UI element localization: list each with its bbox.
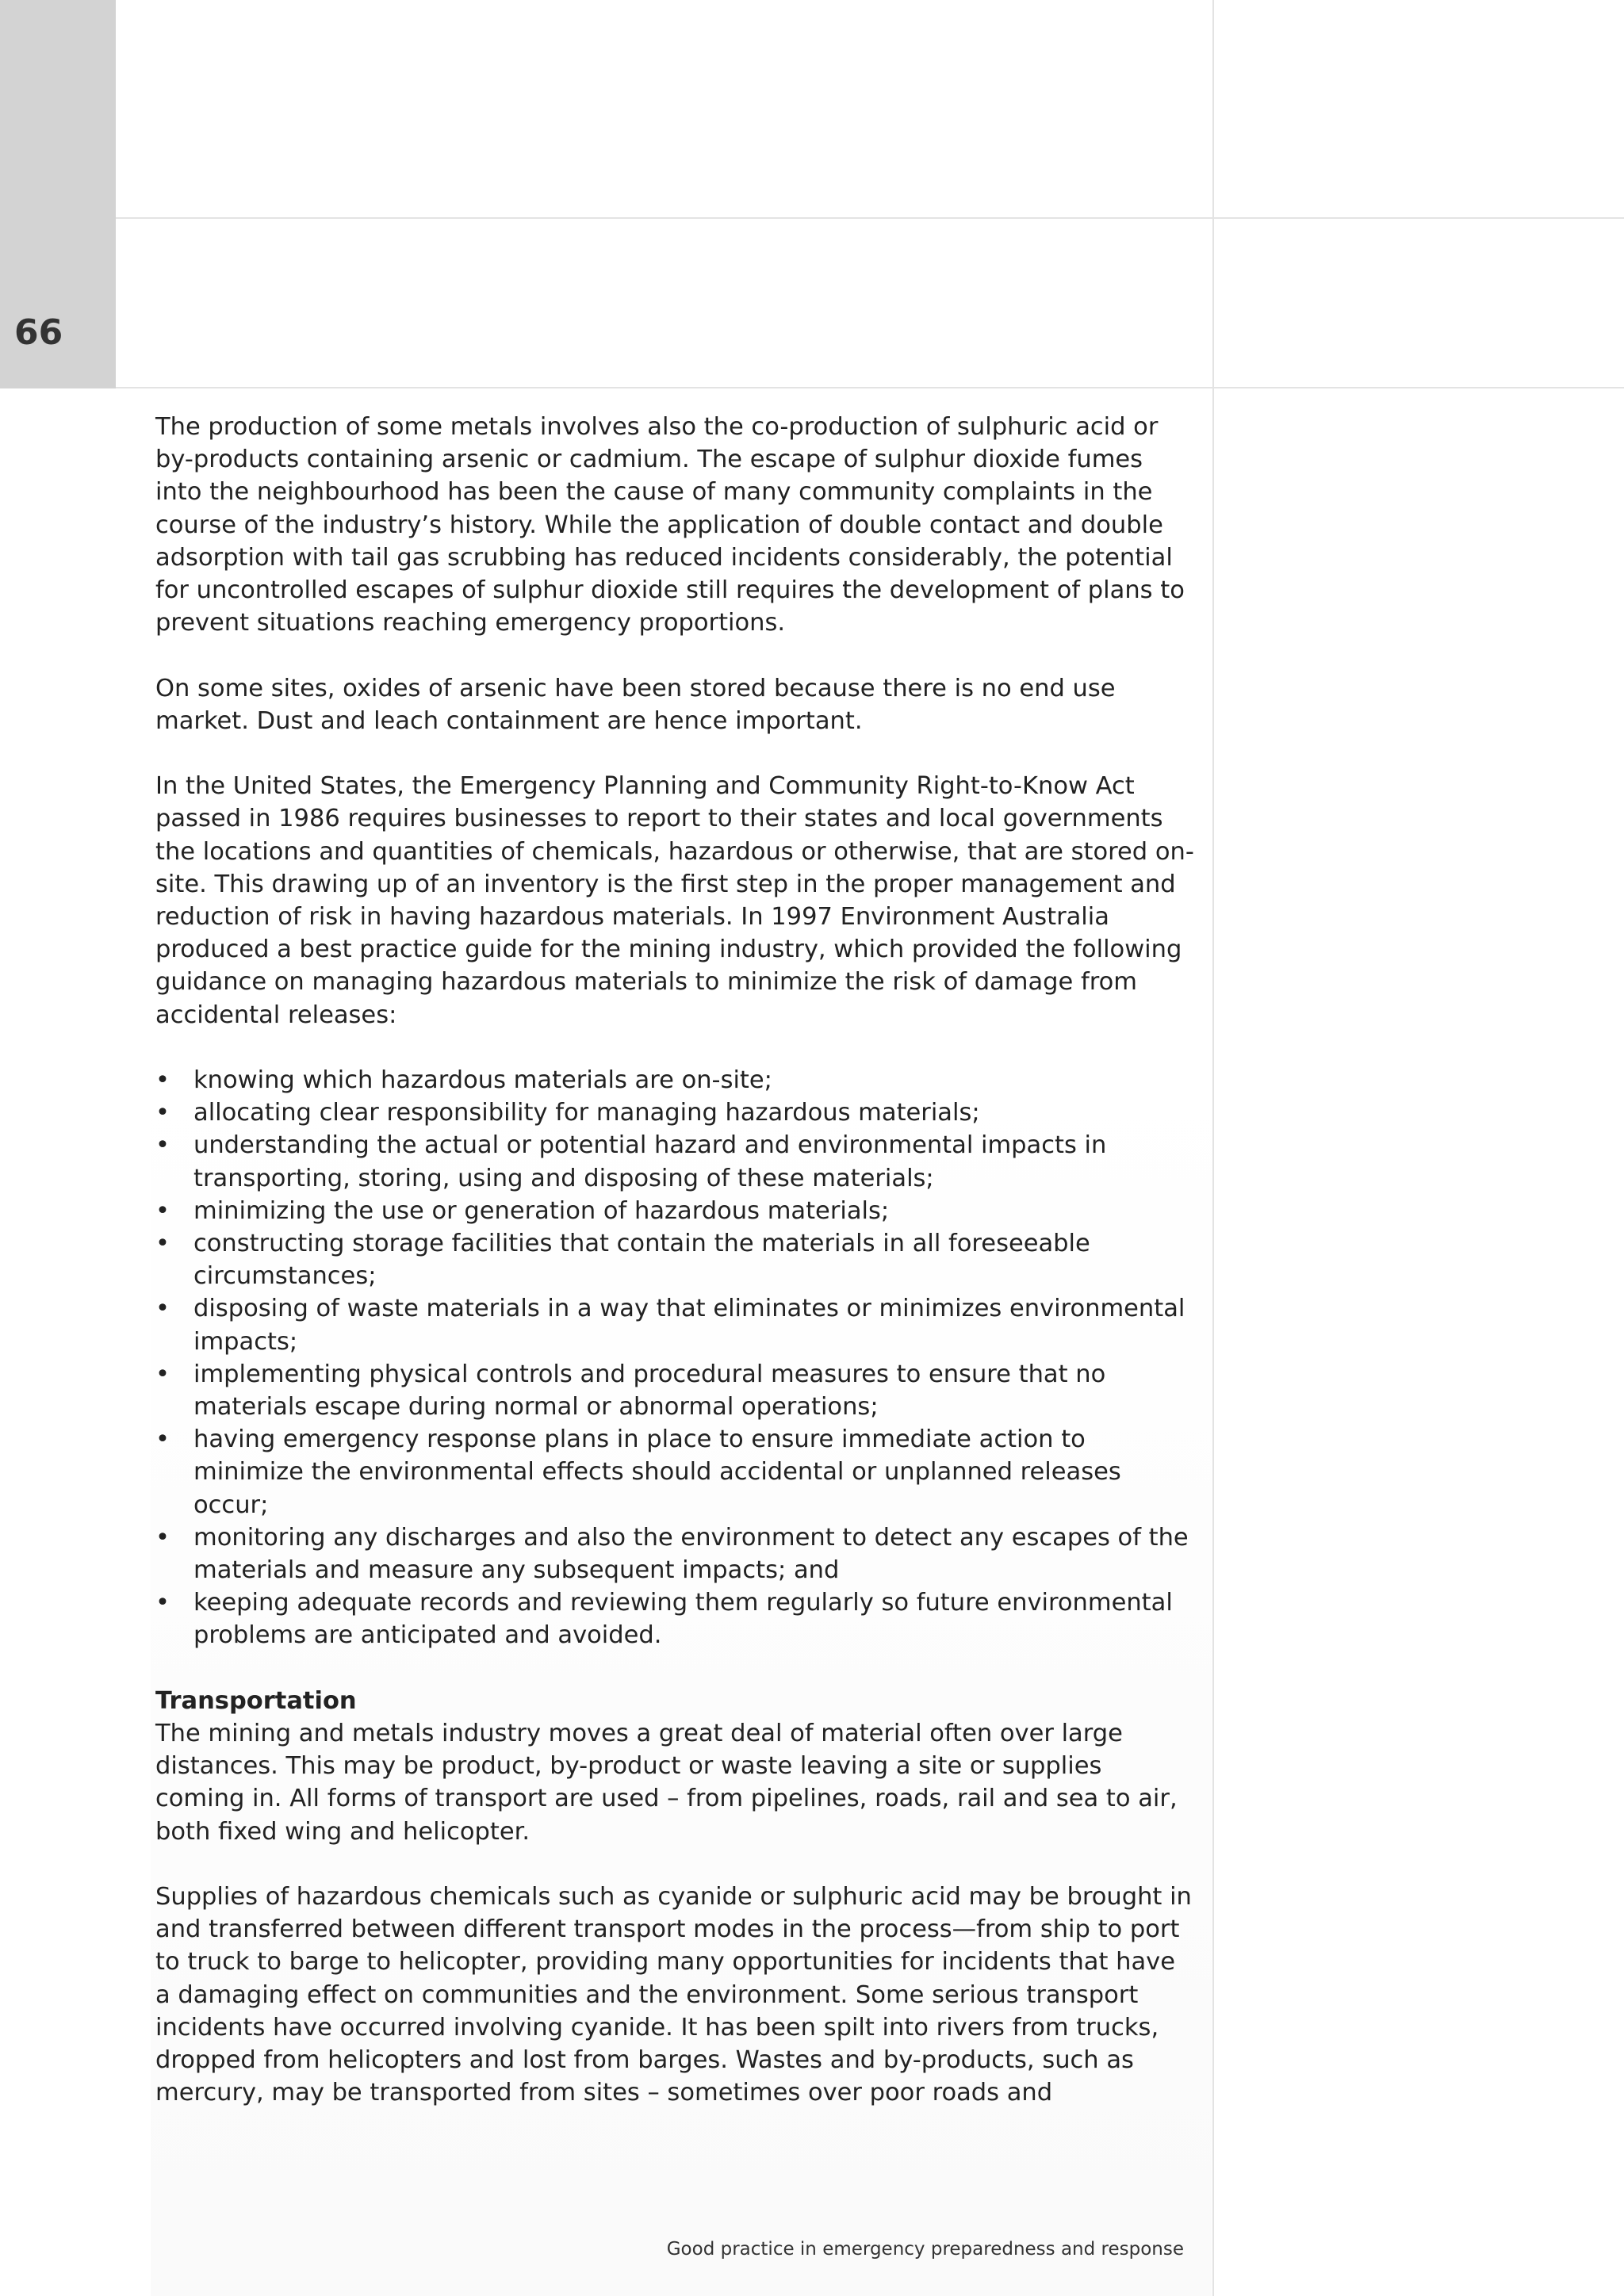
- bullet-icon: •: [155, 1196, 170, 1225]
- list-item-text: monitoring any discharges and also the environment to detect any escapes of the materials and measure any subsequent impacts; and: [193, 1523, 1189, 1585]
- list-item: [155, 1129, 1194, 1194]
- bullet-icon: •: [155, 1425, 170, 1454]
- list-item-text: disposing of waste materials in a way that eliminates or minimizes environmental impacts;: [193, 1295, 1185, 1356]
- list-item-text: minimizing the use or generation of hazardous materials;: [193, 1196, 890, 1225]
- list-item: [155, 1292, 1194, 1357]
- list-item: [155, 1064, 1194, 1096]
- paragraph-right-to-know: In the United States, the Emergency Planning and Community Right-to-Know Act passed in 1986 requires businesses to report to their states and local governments the locations and quantities of chemicals, hazardous or otherwise, that are stored on-site. This drawing up of an inventory is the first step in the proper management and reduction of risk in having hazardous materials. In 1997 Environment Australia produced a best practice guide for the mining industry, which provided the following guidance on managing hazardous materials to minimize the risk of damage from accidental releases:: [155, 772, 1194, 1029]
- hazardous-materials-list: [155, 1064, 1194, 1652]
- page-number: 66: [14, 312, 63, 353]
- list-item-text: constructing storage facilities that contain the materials in all foreseeable circumstances;: [193, 1230, 1090, 1291]
- list-item: [155, 1521, 1194, 1586]
- bullet-icon: •: [155, 1295, 170, 1323]
- list-item-text: allocating clear responsibility for managing hazardous materials;: [193, 1099, 980, 1127]
- margin-divider: [1212, 0, 1214, 2296]
- bullet-icon: •: [155, 1099, 170, 1127]
- paragraph-arsenic-storage: On some sites, oxides of arsenic have been stored because there is no end use market. Dust and leach containment are hence important.: [155, 674, 1116, 735]
- list-item: [155, 1586, 1194, 1651]
- list-item: [155, 1227, 1194, 1292]
- running-footer: Good practice in emergency preparedness and response: [666, 2239, 1184, 2260]
- list-item-text: implementing physical controls and procedural measures to ensure that no materials escape during normal or abnormal operations;: [193, 1360, 1106, 1422]
- bullet-icon: •: [155, 1360, 170, 1388]
- paragraph-hazardous-transport: Supplies of hazardous chemicals such as cyanide or sulphuric acid may be brought in and transferred between different transport modes in the process—from ship to port to truck to barge to helicopter, providing many opportunities for incidents that have a damaging effect on communities and the environment. Some serious transport incidents have occurred involving cyanide. It has been spilt into rivers from trucks, dropped from helicopters and lost from barges. Wastes and by-products, such as mercury, may be transported from sites – sometimes over poor roads and: [155, 1883, 1192, 2107]
- list-item-text: keeping adequate records and reviewing them regularly so future environmental problems are anticipated and avoided.: [193, 1589, 1173, 1650]
- bullet-icon: •: [155, 1131, 170, 1160]
- bullet-icon: •: [155, 1066, 170, 1095]
- bullet-icon: •: [155, 1523, 170, 1552]
- bullet-icon: •: [155, 1230, 170, 1258]
- list-item-text: understanding the actual or potential hazard and environmental impacts in transporting, storing, using and disposing of these materials;: [193, 1131, 1107, 1192]
- header-divider-top: [116, 217, 1624, 219]
- paragraph-transport-overview: The mining and metals industry moves a great deal of material often over large distances. This may be product, by-product or waste leaving a site or supplies coming in. All forms of transport are used – from pipelines, roads, rail and sea to air, both fixed wing and helicopter.: [155, 1720, 1178, 1846]
- paragraph-sulphur-dioxide: The production of some metals involves also the co-production of sulphuric acid or by-products containing arsenic or cadmium. The escape of sulphur dioxide fumes into the neighbourhood has been the cause of many community complaints in the course of the industry’s history. While the application of double contact and double adsorption with tail gas scrubbing has reduced incidents considerably, the potential for uncontrolled escapes of sulphur dioxide still requires the development of plans to prevent situations reaching emergency proportions.: [155, 413, 1185, 637]
- body-text: [155, 411, 1194, 2109]
- list-item: [155, 1423, 1194, 1521]
- list-item-text: knowing which hazardous materials are on-site;: [193, 1066, 772, 1095]
- list-item: [155, 1358, 1194, 1423]
- section-heading-transportation: Transportation: [155, 1686, 357, 1715]
- list-item: [155, 1195, 1194, 1227]
- bullet-icon: •: [155, 1589, 170, 1617]
- list-item-text: having emergency response plans in place to ensure immediate action to minimize the environmental effects should accidental or unplanned releases occur;: [193, 1425, 1121, 1519]
- list-item: [155, 1096, 1194, 1129]
